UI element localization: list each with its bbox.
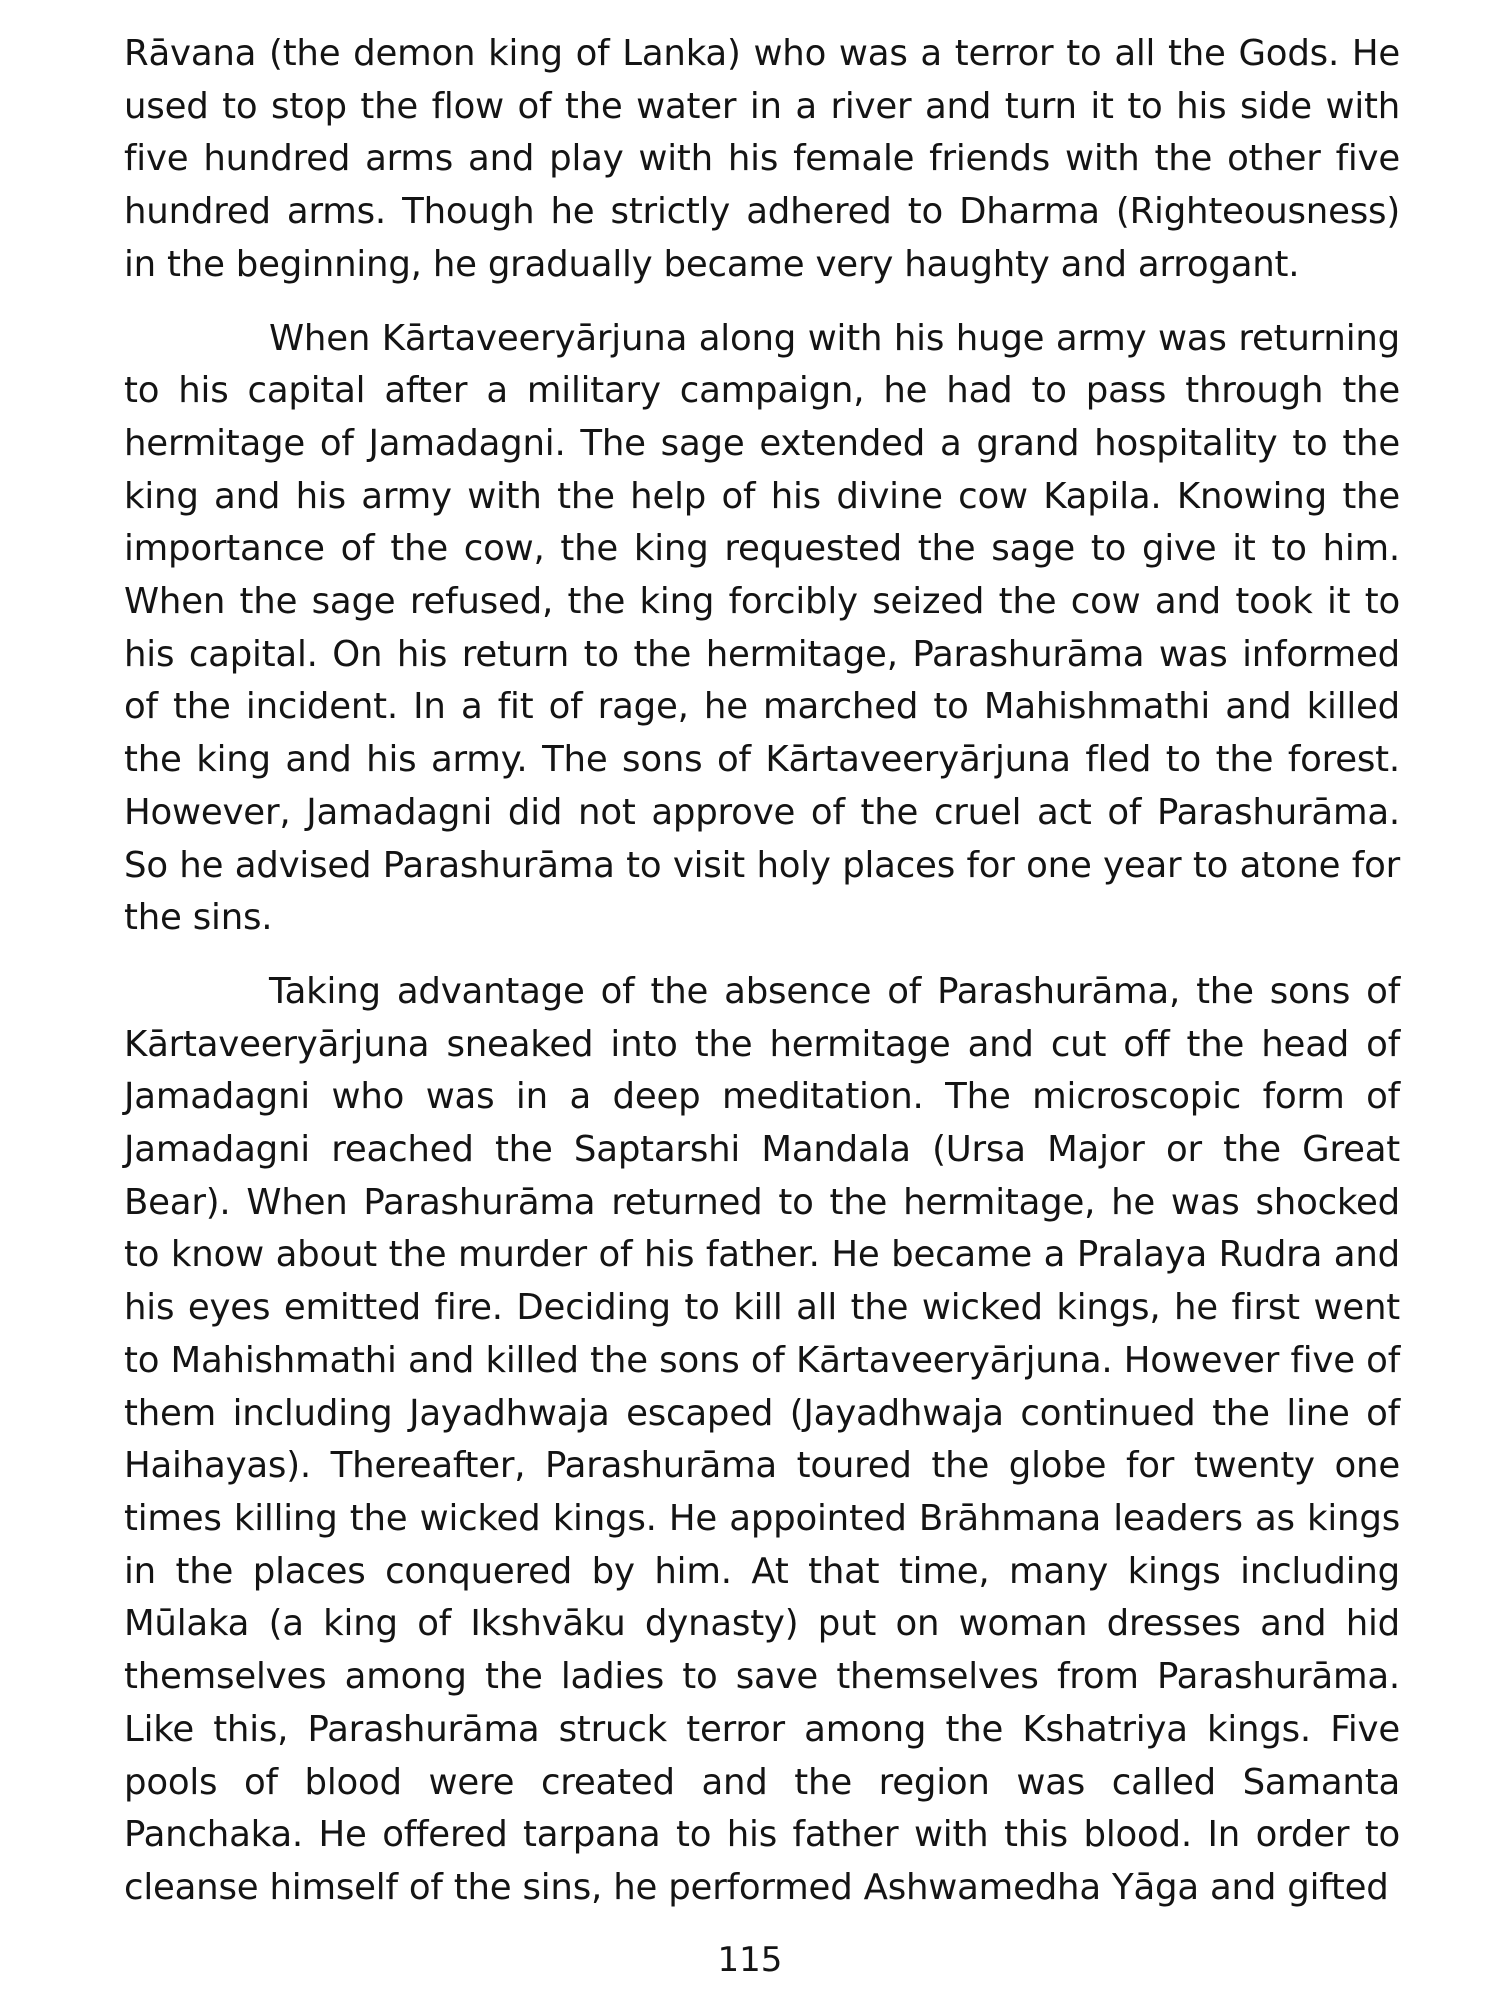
paragraph-ravana: Rāvana (the demon king of Lanka) who was a terror to all the Gods. He used to stop the flow of the water in a river and turn it to his side with five hundred arms and play with his female friends with the other five hundred arms. Though he strictly adhered to Dharma (Righteousness) in the beginning, he gradually became very haughty and arrogant. (124, 33, 1400, 285)
paragraph-parashurama-revenge: Taking advantage of the absence of Parashurāma, the sons of Kārtaveeryārjuna sneaked into the hermitage and cut off the head of Jamadagni who was in a deep meditation. The microscopic form of Jamadagni reached the Saptarshi Mandala (Ursa Major or the Great Bear). When Parashurāma returned to the hermitage, he was shocked to know about the murder of his father. He became a Pralaya Rudra and his eyes emitted fire. Deciding to kill all the wicked kings, he first went to Mahishmathi and killed the sons of Kārtaveeryārjuna. However five of them including Jayadhwaja escaped (Jayadhwaja continued the line of Haihayas). Thereafter, Parashurāma toured the globe for twenty one times killing the wicked kings. He appointed Brāhmana leaders as kings in the places conquered by him. At that time, many kings including Mūlaka (a king of Ikshvāku dynasty) put on woman dresses and hid themselves among the ladies to save themselves from Parashurāma. Like this, Parashurāma struck terror among the Kshatriya kings. Five pools of blood were created and the region was called Samanta Panchaka. He offered tarpana to his father with this blood. In order to cleanse himself of the sins, he performed Ashwamedha Yāga and gifted (124, 970, 1400, 1908)
page-number: 115 (717, 1940, 783, 1980)
paragraph-kartaveeryarjuna: When Kārtaveeryārjuna along with his huge army was returning to his capital after a military campaign, he had to pass through the hermitage of Jamadagni. The sage extended a grand hospitality to the king and his army with the help of his divine cow Kapila. Knowing the importance of the cow, the king requested the sage to give it to him. When the sage refused, the king forcibly seized the cow and took it to his capital. On his return to the hermitage, Parashurāma was informed of the incident. In a fit of rage, he marched to Mahishmathi and killed the king and his army. The sons of Kārtaveeryārjuna fled to the forest. However, Jamadagni did not approve of the cruel act of Parashurāma. So he advised Parashurāma to visit holy places for one year to atone for the sins. (124, 317, 1400, 939)
page-body (124, 28, 1400, 1915)
